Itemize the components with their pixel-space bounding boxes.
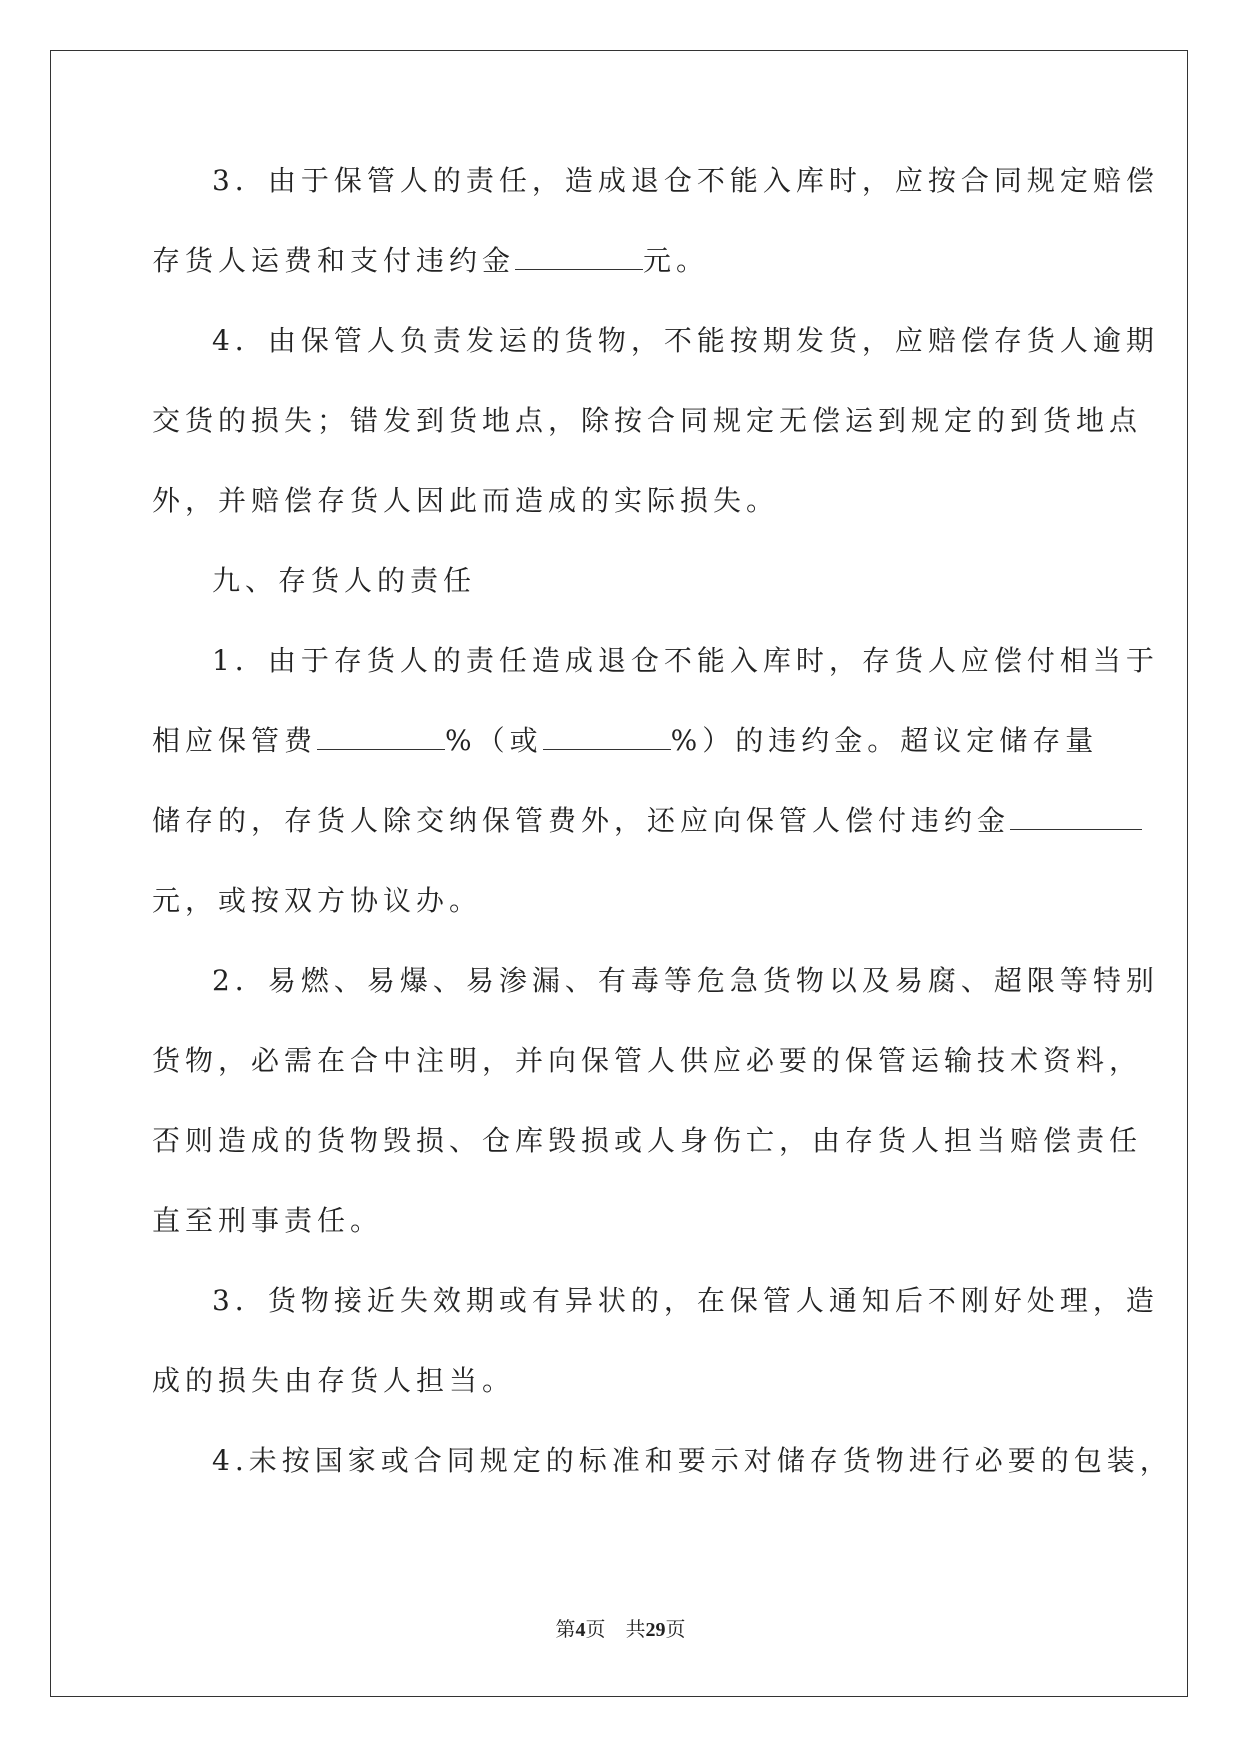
text-line: 直至刑事责任。 [152, 1204, 384, 1237]
fill-in-blank [543, 723, 671, 750]
fill-in-blank [1010, 803, 1142, 830]
page-number: 4 [575, 1619, 586, 1641]
text-line: 3．由于保管人的责任，造成退仓不能入库时，应按合同规定赔偿 [212, 164, 1159, 197]
paragraph-line [152, 1443, 1173, 1523]
text-line: 元，或按双方协议办。 [152, 884, 483, 917]
paragraph-line [152, 1283, 1159, 1363]
total-suffix: 页 [665, 1619, 686, 1641]
total-prefix: 共 [625, 1619, 646, 1641]
paragraph-line [152, 483, 1087, 563]
text-line: 储存的，存货人除交纳保管费外，还应向保管人偿付违约金 [152, 804, 1011, 837]
text-line: %（或 [445, 724, 543, 757]
text-line: 成的损失由存货人担当。 [152, 1364, 516, 1397]
paragraph-line [152, 1363, 1087, 1443]
text-line: 4．由保管人负责发运的货物，不能按期发货，应赔偿存货人逾期 [212, 324, 1159, 357]
paragraph-line [152, 243, 1087, 323]
document-body [152, 163, 1173, 1523]
page-footer [0, 1613, 1241, 1642]
text-line: 外，并赔偿存货人因此而造成的实际损失。 [152, 484, 780, 517]
paragraph-line [152, 403, 1143, 483]
text-line: 3．货物接近失效期或有异状的，在保管人通知后不刚好处理，造 [212, 1284, 1159, 1317]
paragraph-line [152, 723, 1099, 803]
fill-in-blank [515, 243, 643, 270]
page-total: 29 [645, 1619, 666, 1641]
text-line: 交货的损失；错发到货地点，除按合同规定无偿运到规定的到货地点 [152, 404, 1143, 437]
text-line: 1．由于存货人的责任造成退仓不能入库时，存货人应偿付相当于 [212, 644, 1159, 677]
page-suffix: 页 [585, 1619, 606, 1641]
text-line: 相应保管费 [152, 724, 318, 757]
paragraph-line [152, 963, 1159, 1043]
paragraph-line [152, 1123, 1143, 1203]
paragraph-line [152, 883, 1087, 963]
paragraph-line [152, 1203, 1087, 1283]
paragraph-line [152, 1043, 1143, 1123]
text-line: 2．易燃、易爆、易渗漏、有毒等危急货物以及易腐、超限等特别 [212, 964, 1159, 997]
heading-text: 九、存货人的责任 [212, 564, 477, 597]
text-line: 货物，必需在合中注明，并向保管人供应必要的保管运输技术资料， [152, 1044, 1143, 1077]
page-prefix: 第 [555, 1619, 576, 1641]
text-line: 否则造成的货物毁损、仓库毁损或人身伤亡，由存货人担当赔偿责任 [152, 1124, 1143, 1157]
paragraph-line [152, 643, 1159, 723]
fill-in-blank [317, 723, 445, 750]
text-line: 4.未按国家或合同规定的标准和要示对储存货物进行必要的包装， [212, 1444, 1173, 1477]
section-heading [152, 563, 1087, 643]
paragraph-line [152, 163, 1159, 243]
text-line: %）的违约金。超议定储存量 [670, 724, 1099, 757]
text-line: 存货人运费和支付违约金 [152, 244, 516, 277]
paragraph-line [152, 803, 1087, 883]
text-line: 元。 [643, 244, 710, 277]
paragraph-line [152, 323, 1159, 403]
